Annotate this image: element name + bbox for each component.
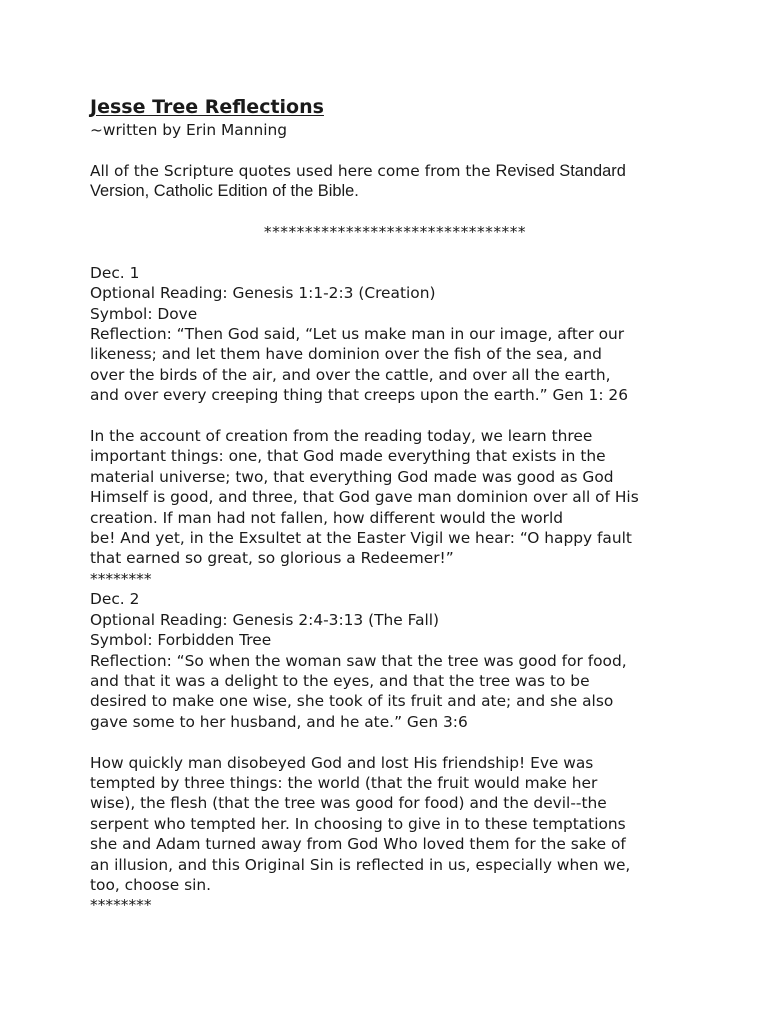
reflection-line: and over every creeping thing that creeps upon the earth.” Gen 1: 26 bbox=[90, 386, 628, 405]
commentary-line: creation. If man had not fallen, how different would the world bbox=[90, 508, 564, 527]
intro-text: All of the Scripture quotes used here come from the bbox=[90, 161, 496, 180]
entry-symbol: Symbol: Dove bbox=[90, 304, 198, 323]
commentary-line: In the account of creation from the reading today, we learn three bbox=[90, 427, 593, 446]
bible-version-name: Revised Standard bbox=[495, 161, 626, 180]
entry-dec-1 bbox=[90, 263, 690, 589]
reflection-line: Reflection: “So when the woman saw that the tree was good for food, bbox=[90, 651, 627, 670]
commentary-line: serpent who tempted her. In choosing to give in to these temptations bbox=[90, 814, 626, 833]
commentary-line: material universe; two, that everything God made was good as God bbox=[90, 467, 614, 486]
reflection-line: Reflection: “Then God said, “Let us make man in our image, after our bbox=[90, 325, 625, 344]
reflection-line: gave some to her husband, and he ate.” Gen 3:6 bbox=[90, 712, 468, 731]
byline: ~written by Erin Manning bbox=[90, 121, 288, 139]
commentary-line: be! And yet, in the Exsultet at the Easter Vigil we hear: “O happy fault bbox=[90, 529, 632, 548]
commentary-line: important things: one, that God made everything that exists in the bbox=[90, 447, 606, 466]
spacer bbox=[90, 202, 690, 222]
spacer bbox=[90, 406, 690, 426]
commentary-line: Himself is good, and three, that God gave man dominion over all of His bbox=[90, 488, 639, 507]
section-divider: ******************************** bbox=[263, 223, 527, 241]
entry-separator: ******** bbox=[90, 569, 152, 588]
reflection-line: and that it was a delight to the eyes, and that the tree was to be bbox=[90, 671, 590, 690]
reflection-line: likeness; and let them have dominion over the fish of the sea, and bbox=[90, 345, 602, 364]
document-page bbox=[90, 94, 690, 916]
commentary-line: she and Adam turned away from God Who loved them for the sake of bbox=[90, 835, 626, 854]
commentary-line: wise), the flesh (that the tree was good for food) and the devil--the bbox=[90, 794, 607, 813]
entry-date: Dec. 1 bbox=[90, 263, 140, 282]
entry-date: Dec. 2 bbox=[90, 590, 140, 609]
entry-symbol: Symbol: Forbidden Tree bbox=[90, 631, 272, 650]
document-title: Jesse Tree Reflections bbox=[90, 96, 324, 118]
commentary-line: tempted by three things: the world (that the fruit would make her bbox=[90, 773, 598, 792]
entry-dec-2 bbox=[90, 589, 690, 915]
commentary-line: that earned so great, so glorious a Redeemer!” bbox=[90, 549, 454, 568]
spacer bbox=[90, 732, 690, 752]
intro-line-2: Version, Catholic Edition of the Bible. bbox=[90, 182, 359, 201]
entry-reading: Optional Reading: Genesis 2:4-3:13 (The Fall) bbox=[90, 610, 440, 629]
reflection-line: over the birds of the air, and over the cattle, and over all the earth, bbox=[90, 365, 611, 384]
spacer bbox=[90, 140, 690, 160]
spacer bbox=[90, 242, 690, 262]
entry-separator: ******** bbox=[90, 896, 152, 915]
reflection-line: desired to make one wise, she took of its fruit and ate; and she also bbox=[90, 692, 614, 711]
commentary-line: How quickly man disobeyed God and lost His friendship! Eve was bbox=[90, 753, 594, 772]
intro-line-1 bbox=[90, 161, 690, 181]
entry-reading: Optional Reading: Genesis 1:1-2:3 (Creation) bbox=[90, 284, 436, 303]
commentary-line: an illusion, and this Original Sin is reflected in us, especially when we, bbox=[90, 855, 631, 874]
commentary-line: too, choose sin. bbox=[90, 875, 212, 894]
